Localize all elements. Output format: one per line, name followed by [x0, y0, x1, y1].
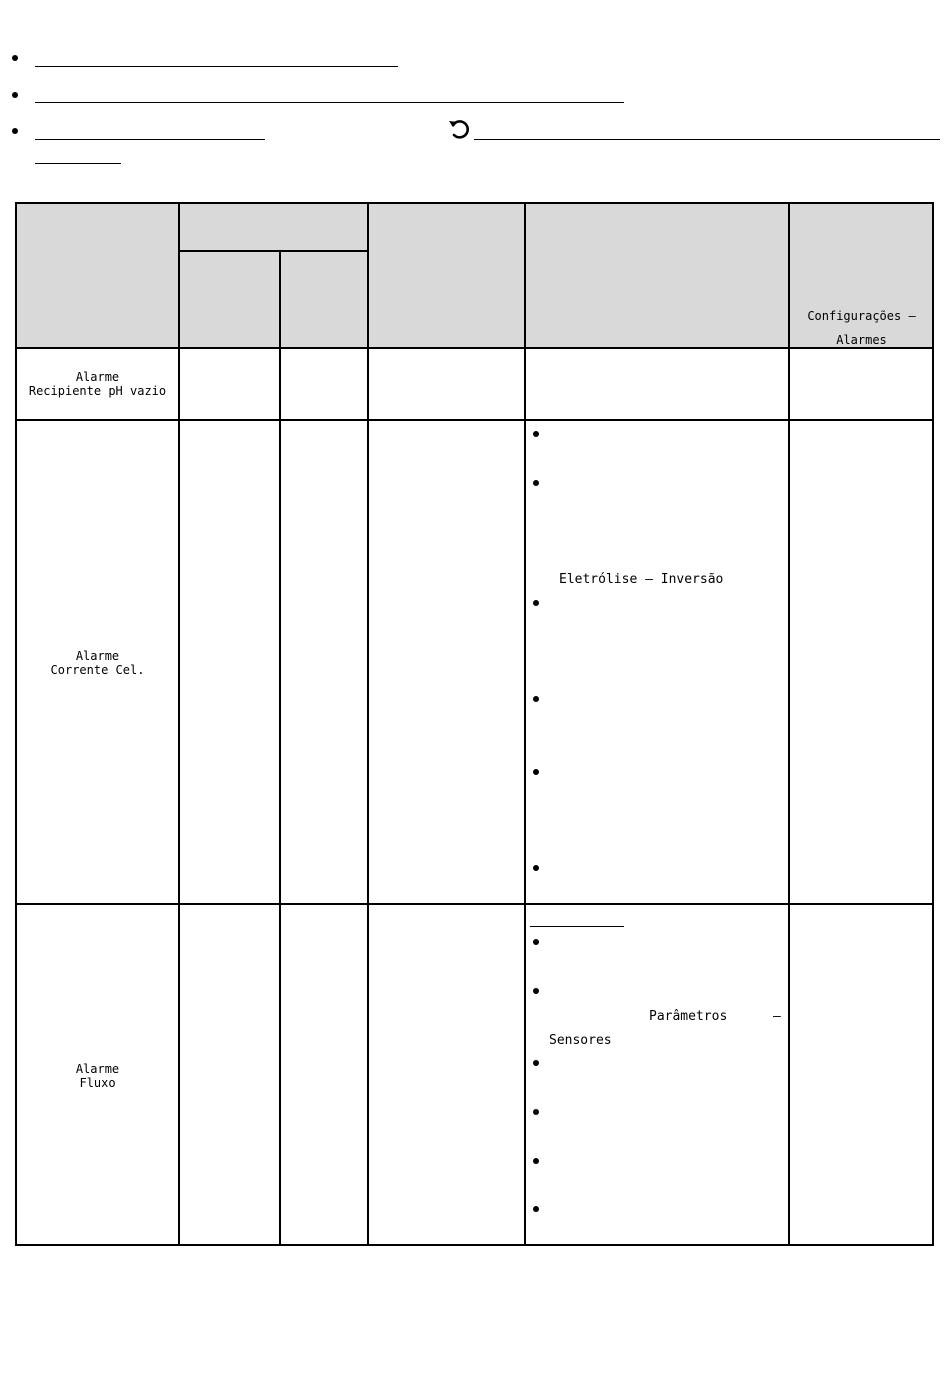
ref-parameters: Parâmetros: [649, 1009, 728, 1024]
table-border: [279, 250, 281, 1246]
bullet-icon: [533, 431, 539, 437]
ref-electrolysis-inversion: Eletrólise – Inversão: [559, 572, 724, 587]
table-border: [788, 202, 790, 1246]
table-border: [15, 903, 934, 905]
row-name-cell-current: Alarme Corrente Cel.: [50, 649, 145, 677]
link-line[interactable]: [35, 102, 624, 103]
bullet-icon: [12, 92, 18, 98]
table-border: [932, 202, 934, 1246]
ref-sensors: Sensores: [549, 1033, 612, 1048]
bullet-icon: [533, 865, 539, 871]
bullet-icon: [533, 988, 539, 994]
table-border: [524, 202, 526, 1246]
link-line[interactable]: [474, 139, 940, 140]
table-border: [178, 202, 180, 1246]
bullet-icon: [533, 1206, 539, 1212]
bullet-icon: [533, 1158, 539, 1164]
bullet-icon: [533, 480, 539, 486]
table-border: [367, 202, 369, 1246]
row-name-ph-container: Alarme Recipiente pH vazio: [28, 370, 167, 398]
link-line[interactable]: [530, 926, 624, 927]
table-border: [179, 250, 368, 252]
link-line[interactable]: [35, 66, 398, 67]
bullet-icon: [533, 1109, 539, 1115]
bullet-icon: [12, 55, 18, 61]
link-line[interactable]: [35, 139, 265, 140]
table-border: [15, 202, 934, 204]
table-border: [15, 419, 934, 421]
alarm-table: [15, 202, 934, 1246]
bullet-icon: [533, 696, 539, 702]
undo-icon[interactable]: [446, 116, 472, 142]
bullet-icon: [533, 1060, 539, 1066]
bullet-icon: [533, 769, 539, 775]
table-border: [15, 1244, 934, 1246]
bullet-icon: [533, 939, 539, 945]
row-name-flow: Alarme Fluxo: [75, 1062, 120, 1090]
ref-dash: –: [773, 1009, 781, 1024]
bullet-icon: [533, 600, 539, 606]
bullet-icon: [12, 128, 18, 134]
header-settings-ref: Configurações – Alarmes: [807, 309, 916, 347]
link-line[interactable]: [35, 163, 121, 164]
